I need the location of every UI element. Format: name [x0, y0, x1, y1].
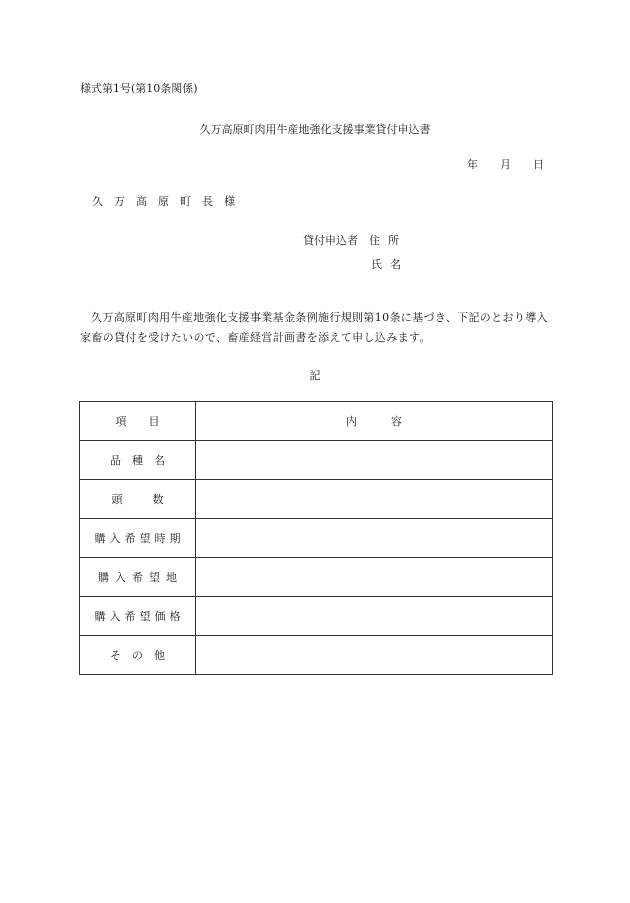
row-value-breed[interactable] [196, 441, 553, 480]
ki-heading: 記 [309, 369, 321, 382]
row-value-purchase-place[interactable] [196, 558, 553, 597]
row-label-purchase-price: 購入希望価格 [80, 597, 196, 636]
table-row [80, 519, 553, 558]
addressee: 久万高原町長様 [92, 195, 246, 208]
table-row [80, 441, 553, 480]
document-title: 久万高原町肉用牛産地強化支援事業貸付申込書 [199, 123, 431, 136]
table-row [80, 480, 553, 519]
row-value-purchase-period[interactable] [196, 519, 553, 558]
row-label-other: その他 [80, 636, 196, 675]
applicant-label: 貸付申込者 [303, 234, 358, 247]
table-row [80, 636, 553, 675]
row-label-purchase-period: 購入希望時期 [80, 519, 196, 558]
month-label: 月 [500, 158, 511, 171]
application-statement: 久万高原町肉用牛産地強化支援事業基金条例施行規則第10条に基づき、下記のとおり導入家畜の貸付を受けたいので、畜産経営計画書を添えて申し込みます。 [80, 311, 548, 344]
table-row [80, 597, 553, 636]
form-number: 様式第1号(第10条関係) [80, 82, 198, 95]
header-content: 内容 [196, 402, 553, 441]
table-row [80, 558, 553, 597]
row-value-purchase-price[interactable] [196, 597, 553, 636]
application-items-table [79, 401, 553, 675]
year-label: 年 [467, 158, 478, 171]
header-item: 項目 [80, 402, 196, 441]
row-value-other[interactable] [196, 636, 553, 675]
name-label: 氏名 [371, 258, 409, 271]
table-header-row [80, 402, 553, 441]
applicant-address-row [303, 232, 407, 248]
row-label-breed: 品種名 [80, 441, 196, 480]
address-label: 住所 [369, 234, 407, 247]
day-label: 日 [533, 158, 544, 171]
row-value-head-count[interactable] [196, 480, 553, 519]
date-line [467, 156, 544, 172]
row-label-purchase-place: 購入希望地 [80, 558, 196, 597]
row-label-head-count: 頭数 [80, 480, 196, 519]
